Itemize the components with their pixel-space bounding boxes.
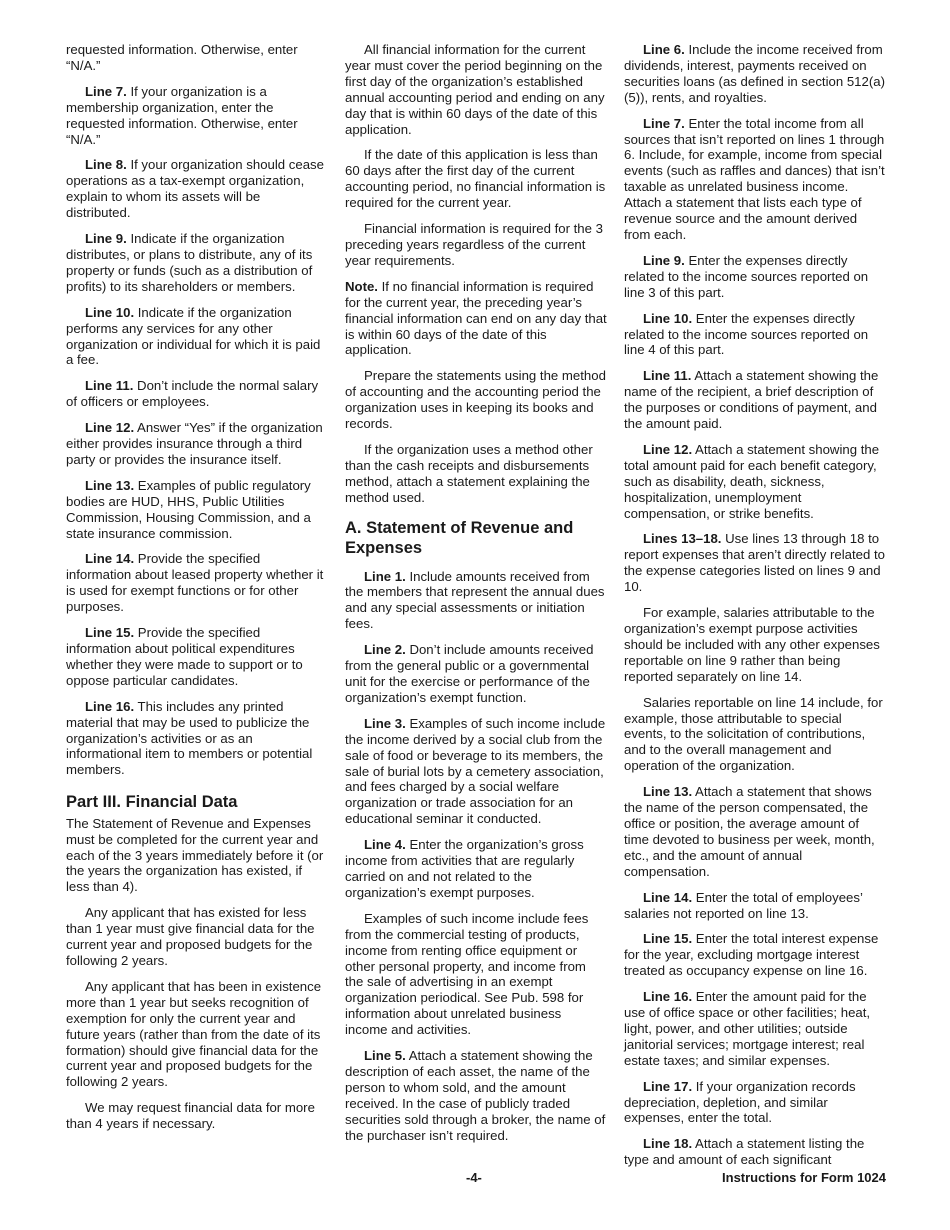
line-15-item — [66, 625, 326, 689]
line-label: Line 7. — [643, 115, 685, 131]
section-heading-financial-data: Part III. Financial Data — [66, 793, 238, 812]
paragraph: We may request financial data for more than 4 years if necessary. — [66, 1100, 315, 1132]
line-11-item — [624, 368, 886, 432]
line-text: Enter the expenses directly related to the income sources reported on line 4 of this part. — [624, 310, 869, 358]
line-12-item — [66, 420, 326, 468]
paragraph: The Statement of Revenue and Expenses must be completed for the current year and each of the 3 years immediately before it (or the years the organization has existed, if less than 4). — [66, 815, 324, 895]
line-label: Line 4. — [364, 837, 406, 853]
line-label: Line 10. — [643, 310, 693, 326]
paragraph: All financial information for the current year must cover the period beginning on the first day of the organization’s established annual accounting period and ending on any day that is within 60 days of the date of this application. — [345, 42, 605, 137]
paragraph: Any applicant that has existed for less than 1 year must give financial data for the current year and proposed budgets for the following 2 years. — [66, 905, 315, 968]
line-text: Don’t include the normal salary of officers or employees. — [66, 378, 319, 410]
paragraph: If the date of this application is less than 60 days after the first day of the current accounting period, no financial information is required for the current year. — [345, 147, 606, 211]
page-footer — [66, 1170, 886, 1186]
line-label: Line 16. — [85, 698, 135, 714]
line-1-item — [345, 569, 607, 633]
lines-13-18-item — [624, 531, 886, 595]
line-label: Line 18. — [643, 1136, 693, 1152]
line-16-item — [624, 989, 886, 1069]
line-text: Provide the specified information about political expenditures whether they were made to support or to oppose particular candidates. — [66, 625, 303, 688]
line-text: Enter the total of employees’ salaries not reported on line 13. — [624, 889, 863, 921]
line-label: Line 9. — [85, 231, 127, 247]
line-label: Line 14. — [643, 889, 693, 905]
line-label: Line 5. — [364, 1048, 406, 1064]
paragraph: If the organization uses a method other than the cash receipts and disbursements method, attach a statement explaining the method used. — [345, 441, 593, 505]
line-label: Line 11. — [643, 368, 692, 384]
line-text: Indicate if the organization distributes, or plans to distribute, any of its property or funds (such as a distribution of profits) to its shareholders or members. — [66, 231, 313, 294]
line-5-item — [345, 1048, 607, 1143]
note-text: If no financial information is required for the current year, the preceding year’s financial information can end on any day that is within 60 days of the date of this application. — [345, 278, 607, 358]
line-label: Line 12. — [643, 441, 693, 457]
line-label: Line 8. — [85, 157, 127, 173]
line-label: Line 6. — [643, 42, 685, 57]
line-9-item — [624, 253, 886, 301]
line-text: This includes any printed material that may be used to publicize the organization’s activities or as an informational item to members or potential members. — [66, 698, 313, 778]
line-text: Provide the specified information about leased property whether it is used for exempt functions or for other purposes. — [66, 551, 324, 615]
paragraph: Financial information is required for the 3 preceding years regardless of the current year requirements. — [345, 221, 603, 268]
column-2 — [345, 42, 607, 1153]
column-1 — [66, 42, 326, 1142]
line-text: Answer “Yes” if the organization either provides insurance through a third party or provides the insurance itself. — [66, 420, 323, 467]
line-text: Don’t include amounts received from the general public or a governmental unit for the exercise or performance of the organization’s exempt function. — [345, 642, 594, 705]
line-label: Line 12. — [85, 420, 135, 436]
line-label: Line 1. — [364, 568, 406, 584]
line-text: Include the income received from dividends, interest, payments received on securities loans (as defined in section 512(a)(5)), rents, and royalties. — [624, 42, 885, 105]
line-10-item — [66, 305, 326, 369]
line-text: Enter the organization’s gross income from activities that are regularly carried on and not related to the organization’s exempt purposes. — [345, 837, 584, 900]
line-text: If your organization is a membership organization, enter the requested information. Otherwise, enter “N/A.” — [66, 83, 298, 147]
line-text: Include amounts received from the members that represent the annual dues and any special assessments or initiation fees. — [345, 568, 605, 632]
line-text: Attach a statement showing the total amount paid for each benefit category, such as disability, death, sickness, hospitalization, unemployment compensation, or strike benefits. — [624, 441, 880, 521]
paragraph: Examples of such income include fees from the commercial testing of products, income from renting office equipment or other personal property, and income from the sale of advertising in an exempt organization periodical. See Pub. 598 for information about unrelated business income and activities. — [345, 910, 589, 1038]
line-13-item — [624, 784, 886, 879]
line-label: Line 17. — [643, 1078, 693, 1094]
note-paragraph — [345, 279, 607, 359]
line-label: Line 3. — [364, 715, 406, 731]
line-16-item — [66, 699, 326, 779]
line-label: Line 14. — [85, 551, 135, 567]
line-14-item — [624, 890, 886, 922]
column-3 — [624, 42, 886, 1178]
line-label: Lines 13–18. — [643, 531, 722, 547]
line-15-item — [624, 931, 886, 979]
line-text: Attach a statement listing the type and amount of each significant — [624, 1136, 865, 1168]
line-text: Enter the amount paid for the use of office space or other facilities; heat, light, power, and other utilities; outside janitorial services; mortgage interest; real estate taxes; and similar expenses. — [624, 989, 871, 1068]
paragraph: For example, salaries attributable to the organization’s exempt purpose activities should be included with any other expenses reportable on line 9 rather than being reported separately on line 14. — [624, 605, 880, 684]
line-3-item — [345, 716, 607, 827]
line-17-item — [624, 1079, 886, 1127]
line-text: If your organization should cease operations as a tax-exempt organization, explain to whom its assets will be distributed. — [66, 157, 324, 221]
paragraph: requested information. Otherwise, enter “N/A.” — [66, 42, 298, 73]
line-text: Indicate if the organization performs any services for any other organization or individual for which it is paid a fee. — [66, 304, 321, 368]
line-label: Line 9. — [643, 252, 685, 268]
line-9-item — [66, 231, 326, 295]
line-text: Enter the total interest expense for the year, excluding mortgage interest treated as occupancy expense on line 16. — [624, 931, 879, 979]
line-text: Use lines 13 through 18 to report expenses that aren’t directly related to the expense categories listed on lines 9 and 10. — [624, 531, 885, 595]
line-14-item — [66, 551, 326, 615]
line-label: Line 11. — [85, 378, 134, 394]
line-label: Line 15. — [85, 625, 135, 641]
line-text: Examples of public regulatory bodies are HUD, HHS, Public Utilities Commission, Housing Commission, and a state insurance commission. — [66, 477, 311, 541]
line-text: Attach a statement showing the name of the recipient, a brief description of the purposes or conditions of payment, and the amount paid. — [624, 368, 879, 432]
line-2-item — [345, 642, 607, 706]
line-18-item — [624, 1136, 886, 1168]
section-heading-statement-revenue-expenses: A. Statement of Revenue and Expenses — [345, 518, 574, 558]
paragraph: Any applicant that has been in existence more than 1 year but seeks recognition of exemption for only the current year and future years (rather than from the date of its formation) should give financial data for the current year and proposed budgets for the following 2 years. — [66, 978, 322, 1090]
line-text: Attach a statement showing the description of each asset, the name of the person to whom sold, and the amount received. In the case of publicly traded securities sold through a broker, the name of the purchaser isn’t required. — [345, 1048, 606, 1143]
paragraph: Salaries reportable on line 14 include, for example, those attributable to special events, to the solicitation of contributions, and to the overall management and operation of the organization. — [624, 694, 883, 774]
line-7-item — [624, 116, 886, 243]
line-text: Attach a statement that shows the name of the person compensated, the office or position, the average amount of time devoted to business per week, month, etc., and the amount of annual compensation. — [624, 784, 875, 879]
line-8-item — [66, 157, 326, 221]
line-7-item — [66, 84, 326, 148]
paragraph: Prepare the statements using the method of accounting and the accounting period the organization uses in keeping its books and records. — [345, 368, 606, 432]
line-label: Line 13. — [85, 477, 135, 493]
line-13-item — [66, 478, 326, 542]
line-4-item — [345, 837, 607, 901]
line-label: Line 13. — [643, 784, 693, 800]
line-label: Line 16. — [643, 989, 693, 1005]
line-label: Line 2. — [364, 642, 406, 658]
line-text: Examples of such income include the income derived by a social club from the sale of food or beverage to its members, the sale of burial lots by a cemetery association, and fees charged by a social welfare organization or trade association for an educational seminar it conducted. — [345, 715, 606, 827]
line-label: Line 15. — [643, 931, 693, 947]
line-text: If your organization records depreciation, depletion, and similar expenses, enter the total. — [624, 1078, 856, 1126]
note-label: Note. — [345, 278, 378, 294]
document-title: Instructions for Form 1024 — [722, 1170, 886, 1185]
line-label: Line 10. — [85, 304, 135, 320]
line-text: Enter the expenses directly related to the income sources reported on line 3 of this part. — [624, 252, 869, 300]
line-10-item — [624, 311, 886, 359]
line-text: Enter the total income from all sources that isn’t reported on lines 1 through 6. Include, for example, income from special events (such as raffles and dances) that isn’t taxable as unrelated business income. Attach a statement that lists each type of revenue source and the amount derived from each. — [624, 115, 885, 242]
line-11-item — [66, 378, 326, 410]
line-6-item — [624, 42, 886, 106]
line-label: Line 7. — [85, 83, 127, 99]
line-12-item — [624, 442, 886, 522]
page-number: -4- — [466, 1170, 482, 1185]
